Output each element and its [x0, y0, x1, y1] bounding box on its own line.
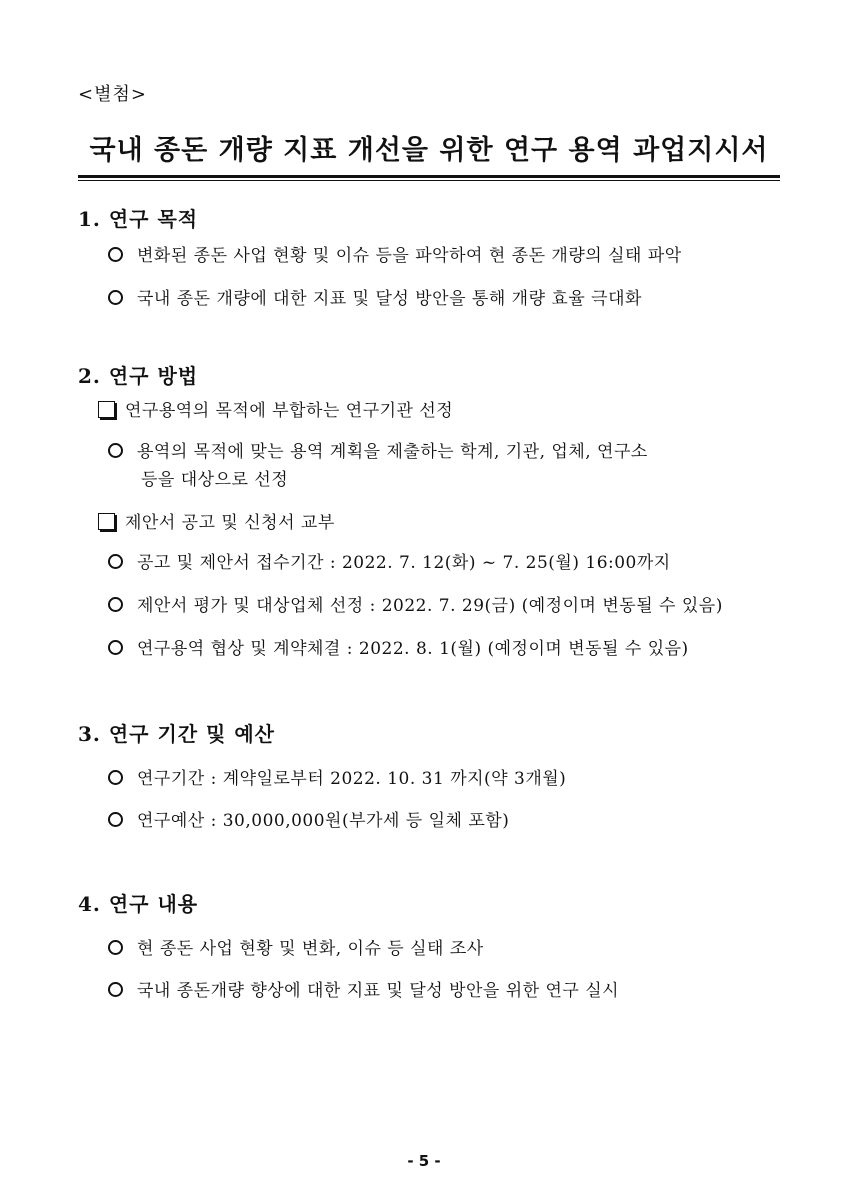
circle-bullet-icon	[108, 443, 123, 458]
page-number: - 5 -	[407, 1152, 441, 1170]
list-item: 연구기간 : 계약일로부터 2022. 10. 31 까지(약 3개월)	[108, 764, 566, 789]
square-bullet-icon	[98, 401, 115, 418]
square-bullet-icon	[98, 513, 115, 530]
list-item-continuation: 등을 대상으로 선정	[141, 470, 289, 490]
section-heading-period-budget: 3. 연구 기간 및 예산	[78, 722, 275, 746]
list-item: 연구예산 : 30,000,000원(부가세 등 일체 포함)	[108, 806, 509, 831]
title-rule-thick	[78, 175, 780, 178]
list-item: 변화된 종돈 사업 현황 및 이슈 등을 파악하여 현 종돈 개량의 실태 파악	[108, 241, 682, 266]
subsection-label: 연구용역의 목적에 부합하는 연구기관 선정	[98, 396, 453, 421]
section-heading-method: 2. 연구 방법	[78, 364, 199, 388]
circle-bullet-icon	[108, 940, 123, 955]
list-item: 국내 종돈 개량에 대한 지표 및 달성 방안을 통해 개량 효율 극대화	[108, 284, 642, 309]
list-item: 제안서 평가 및 대상업체 선정 : 2022. 7. 29(금) (예정이며 변동될 수 있음)	[108, 591, 723, 616]
section-heading-content: 4. 연구 내용	[78, 892, 199, 916]
circle-bullet-icon	[108, 982, 123, 997]
list-item: 현 종돈 사업 현황 및 변화, 이슈 등 실태 조사	[108, 934, 484, 959]
circle-bullet-icon	[108, 812, 123, 827]
list-item: 연구용역 협상 및 계약체결 : 2022. 8. 1(월) (예정이며 변동될 수 있음)	[108, 634, 689, 659]
circle-bullet-icon	[108, 554, 123, 569]
list-item: 국내 종돈개량 향상에 대한 지표 및 달성 방안을 위한 연구 실시	[108, 976, 619, 1001]
subsection-label: 제안서 공고 및 신청서 교부	[98, 508, 335, 533]
circle-bullet-icon	[108, 640, 123, 655]
title-rule-thin	[78, 180, 780, 181]
list-item: 용역의 목적에 맞는 용역 계획을 제출하는 학계, 기관, 업체, 연구소	[108, 437, 648, 462]
list-item: 공고 및 제안서 접수기간 : 2022. 7. 12(화) ~ 7. 25(월) 16:00까지	[108, 548, 671, 573]
section-heading-purpose: 1. 연구 목적	[78, 207, 199, 231]
circle-bullet-icon	[108, 247, 123, 262]
circle-bullet-icon	[108, 770, 123, 785]
circle-bullet-icon	[108, 597, 123, 612]
title-block	[78, 128, 780, 181]
document-title: 국내 종돈 개량 지표 개선을 위한 연구 용역 과업지시서	[89, 135, 769, 166]
circle-bullet-icon	[108, 290, 123, 305]
attachment-label: <별첨>	[78, 84, 147, 105]
